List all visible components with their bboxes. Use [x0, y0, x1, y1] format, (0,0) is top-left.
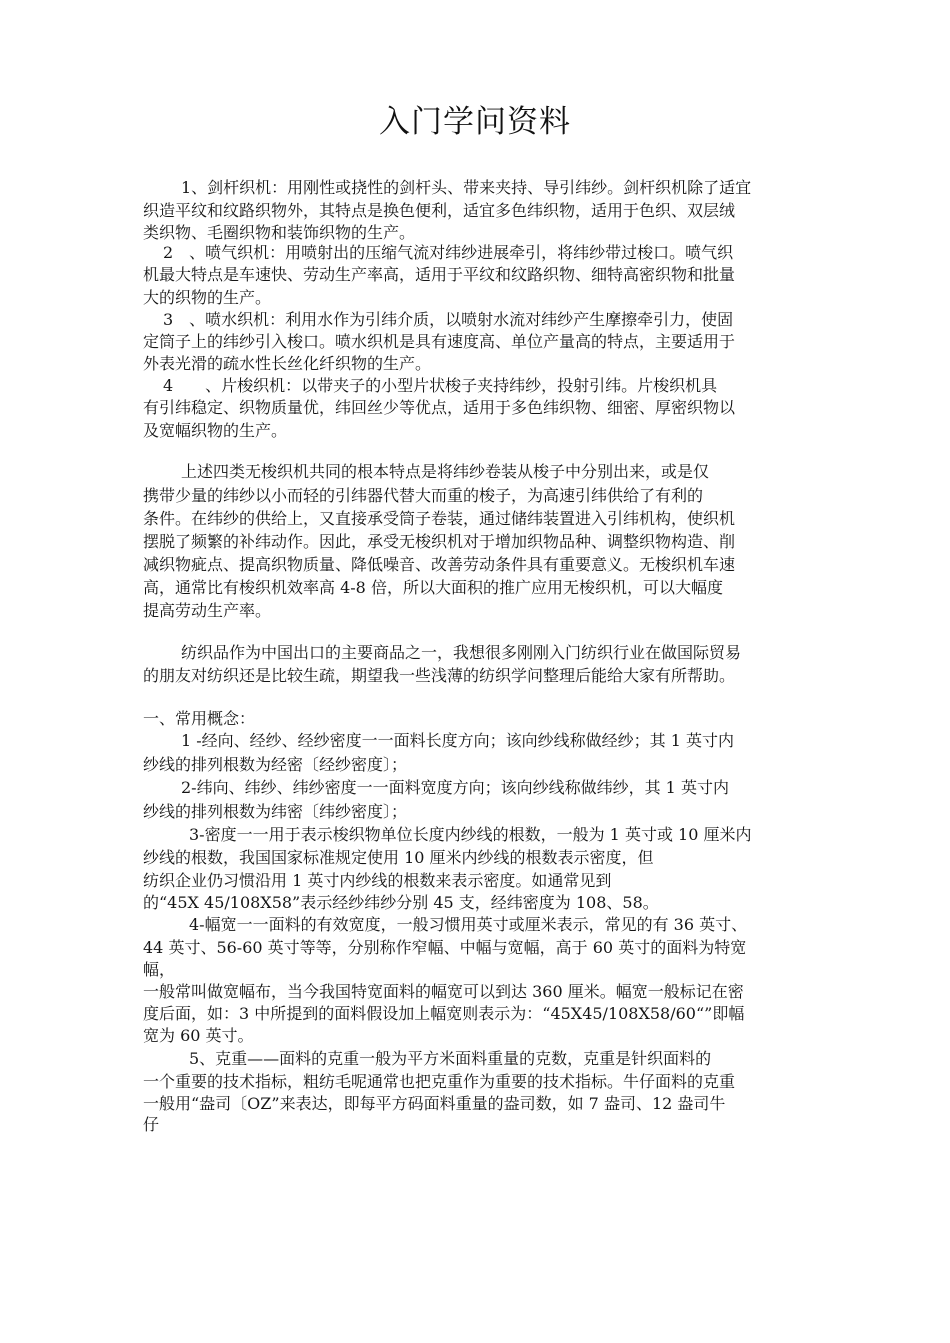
paragraph-line: 仔 [143, 1115, 160, 1134]
paragraph-line: 度后面，如：3 中所提到的面料假设加上幅宽则表示为：“45X45/108X58/60“”即幅 [143, 1004, 745, 1023]
paragraph-line: 3-密度一一用于表示梭织物单位长度内纱线的根数，一般为 1 英寸或 10 厘米内 [189, 825, 752, 844]
paragraph-line: 摆脱了频繁的补纬动作。因此，承受无梭织机对于增加织物品种、调整织物构造、削 [143, 532, 736, 551]
paragraph-line: 1 -经向、经纱、经纱密度一一面料长度方向；该向纱线称做经纱；其 1 英寸内 [181, 731, 735, 750]
paragraph-line: 纺织企业仍习惯沿用 1 英寸内纱线的根数来表示密度。如通常见到 [143, 871, 612, 890]
paragraph-line: 纱线的根数，我国国家标准规定使用 10 厘米内纱线的根数表示密度，但 [143, 848, 654, 867]
paragraph-line: 类织物、毛圈织物和装饰织物的生产。 [143, 223, 416, 242]
paragraph-line: 4-幅宽一一面料的有效宽度，一般习惯用英寸或厘米表示，常见的有 36 英寸、 [189, 915, 748, 934]
paragraph-line: 提高劳动生产率。 [143, 601, 272, 620]
paragraph-line: 4 、片梭织机：以带夹子的小型片状梭子夹持纬纱，投射引纬。片梭织机具 [163, 376, 718, 395]
paragraph-line: 外表光滑的疏水性长丝化纤织物的生产。 [143, 354, 432, 373]
paragraph-line: 5、克重——面料的克重一般为平方米面料重量的克数，克重是针织面料的 [189, 1049, 712, 1068]
paragraph-line: 宽为 60 英寸。 [143, 1026, 254, 1045]
paragraph-line: 的“45X 45/108X58”表示经纱纬纱分别 45 支，经纬密度为 108、58。 [143, 893, 659, 912]
paragraph-line: 一个重要的技术指标，粗纺毛呢通常也把克重作为重要的技术指标。牛仔面料的克重 [143, 1072, 736, 1091]
paragraph-line: 大的织物的生产。 [143, 288, 272, 307]
paragraph-line: 2 、喷气织机：用喷射出的压缩气流对纬纱进展牵引，将纬纱带过梭口。喷气织 [163, 243, 734, 262]
paragraph-line: 纱线的排列根数为纬密〔纬纱密度〕； [143, 802, 408, 821]
paragraph-line: 高，通常比有梭织机效率高 4-8 倍，所以大面积的推广应用无梭织机，可以大幅度 [143, 578, 723, 597]
paragraph-line: 一般常叫做宽幅布，当今我国特宽面料的幅宽可以到达 360 厘米。幅宽一般标记在密 [143, 982, 744, 1001]
paragraph-line: 及宽幅织物的生产。 [143, 421, 288, 440]
paragraph-line: 的朋友对纺织还是比较生疏，期望我一些浅薄的纺织学问整理后能给大家有所帮助。 [143, 666, 736, 685]
document-title: 入门学问资料 [379, 104, 571, 140]
paragraph-line: 纱线的排列根数为经密〔经纱密度〕； [143, 755, 408, 774]
paragraph-line: 幅， [143, 960, 176, 979]
paragraph-line: 44 英寸、56-60 英寸等等，分别称作窄幅、中幅与宽幅，高于 60 英寸的面料为特宽 [143, 938, 747, 957]
paragraph-line: 2-纬向、纬纱、纬纱密度一一面料宽度方向；该向纱线称做纬纱，其 1 英寸内 [181, 778, 729, 797]
paragraph-line: 条件。在纬纱的供给上，又直接承受筒子卷装，通过储纬装置进入引纬机构，使织机 [143, 509, 736, 528]
paragraph-line: 有引纬稳定、织物质量优，纬回丝少等优点，适用于多色纬织物、细密、厚密织物以 [143, 398, 736, 417]
paragraph-line: 一般用“盎司〔OZ”来表达，即每平方码面料重量的盎司数，如 7 盎司、12 盎司牛 [143, 1094, 726, 1113]
paragraph-line: 机最大特点是车速快、劳动生产率高，适用于平纹和纹路织物、细特高密织物和批量 [143, 265, 736, 284]
paragraph-line: 减织物疵点、提高织物质量、降低噪音、改善劳动条件具有重要意义。无梭织机车速 [143, 555, 736, 574]
paragraph-line: 定筒子上的纬纱引入梭口。喷水织机是具有速度高、单位产量高的特点，主要适用于 [143, 332, 736, 351]
paragraph-line: 纺织品作为中国出口的主要商品之一，我想很多刚刚入门纺织行业在做国际贸易 [181, 643, 742, 662]
paragraph-line: 3 、喷水织机：利用水作为引纬介质，以喷射水流对纬纱产生摩擦牵引力，使固 [163, 310, 734, 329]
paragraph-line: 织造平纹和纹路织物外，其特点是换色便利，适宜多色纬织物，适用于色织、双层绒 [143, 201, 736, 220]
paragraph-line: 上述四类无梭织机共同的根本特点是将纬纱卷装从梭子中分别出来，或是仅 [181, 462, 710, 481]
paragraph-line: 携带少量的纬纱以小而轻的引纬器代替大而重的梭子，为高速引纬供给了有利的 [143, 486, 704, 505]
section-heading: 一、常用概念： [143, 709, 256, 728]
paragraph-line: 1、剑杆织机：用刚性或挠性的剑杆头、带来夹持、导引纬纱。剑杆织机除了适宜 [181, 178, 752, 197]
